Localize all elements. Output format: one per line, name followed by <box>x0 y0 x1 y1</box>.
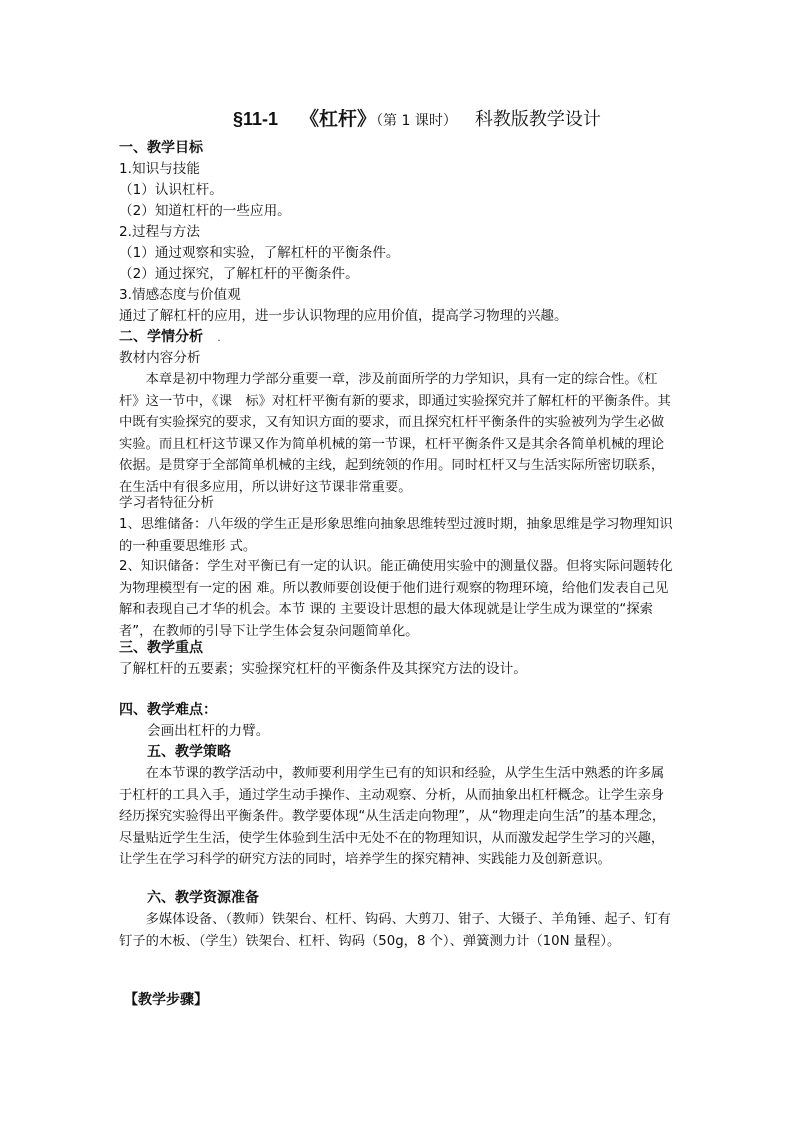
analysis-heading-mark: . <box>217 333 221 344</box>
goals-heading: 一、教学目标 <box>119 140 203 156</box>
emotion-text: 通过了解杠杆的应用，进一步认识物理的应用价值，提高学习物理的兴趣。 <box>119 308 568 324</box>
strategy-heading: 五、教学策略 <box>147 744 231 760</box>
title-section-number: §11-1 <box>233 109 279 129</box>
knowledge-item: （2）知道杠杆的一些应用。 <box>119 203 291 219</box>
document-title <box>233 106 753 134</box>
learner-analysis-heading: 学习者特征分析 <box>119 495 215 511</box>
process-heading: 2.过程与方法 <box>119 224 200 240</box>
key-points-heading: 三、教学重点 <box>119 640 203 656</box>
knowledge-item: （1）认识杠杆。 <box>119 182 223 198</box>
difficulties-heading: 四、教学难点： <box>119 702 217 718</box>
key-points-text: 了解杠杆的五要素；实验探究杠杆的平衡条件及其探究方法的设计。 <box>119 661 527 677</box>
analysis-heading-row <box>119 327 221 349</box>
emotion-heading: 3.情感态度与价值观 <box>119 287 241 303</box>
title-lesson: （第 1 课时） <box>376 113 457 129</box>
teaching-steps-heading: 【教学步骤】 <box>124 992 208 1008</box>
process-item: （1）通过观察和实验，了解杠杆的平衡条件。 <box>119 245 400 261</box>
analysis-heading: 二、学情分析 <box>119 329 203 345</box>
strategy-text: 在本节课的教学活动中，教师要利用学生已有的知识和经验，从学生生活中熟悉的许多属于杠杆的工具入手，通过学生动手操作、主动观察、分析，从而抽象出杠杆概念。让学生亲身经历探究实验得出平衡条件。教学要体现“从生活走向物理”，从“物理走向生活”的基本理念，尽量贴近学生生活，使学生体验到生活中无处不在的物理知识，从而激发起学生学习的兴趣，让学生在学习科学的研究方法的同时，培养学生的探究精神、实践能力及创新意识。 <box>119 766 666 868</box>
knowledge-heading: 1.知识与技能 <box>119 161 200 177</box>
process-item: （2）通过探究，了解杠杆的平衡条件。 <box>119 266 359 282</box>
resources-text: 多媒体设备、（教师）铁架台、杠杆、钩码、大剪刀、钳子、大镊子、羊角锤、起子、钉有钉子的木板、（学生）铁架台、杠杆、钩码（50g，8 个）、弹簧测力计（10N 量程）。 <box>119 912 671 949</box>
textbook-analysis-text: 本章是初中物理力学部分重要一章，涉及前面所学的力学知识，具有一定的综合性。《杠杆》这一节中，《课 标》对杠杆平衡有新的要求，即通过实验探究并了解杠杆的平衡条件。其中既有实验探究的要求，又有知识方面的要求，而且探究杠杆平衡条件的实验被列为学生必做实验。而且杠杆这节课又作为简单机械的第一节课，杠杆平衡条件又是其余各简单机械的理论依据。是贯穿于全部简单机械的主线，起到统领的作用。同时杠杆又与生活实际所密切联系，在生活中有很多应用，所以讲好这节课非常重要。 <box>119 372 671 495</box>
textbook-analysis-heading: 教材内容分析 <box>119 350 201 366</box>
learner-knowledge-text: 2、知识储备：学生对平衡已有一定的认识。能正确使用实验中的测量仪器。但将实际问题转化为物理模型有一定的困 难。所以教师要创设便于他们进行观察的物理环境，给他们发表自己见解和表现自己才华的机会。本节 课的 主要设计思想的最大体现就是让学生成为课堂的“探索者”，在教师的引导下让学生体会复杂问题简单化。 <box>119 559 673 639</box>
difficulties-text: 会画出杠杆的力臂。 <box>147 723 270 739</box>
title-book-name: 《杠杆》 <box>300 108 377 130</box>
learner-thinking-text: 1、思维储备：八年级的学生正是形象思维向抽象思维转型过渡时期，抽象思维是学习物理知识的一种重要思维形 式。 <box>119 517 673 554</box>
title-suffix: 科教版教学设计 <box>474 109 601 130</box>
resources-heading: 六、教学资源准备 <box>147 890 259 906</box>
